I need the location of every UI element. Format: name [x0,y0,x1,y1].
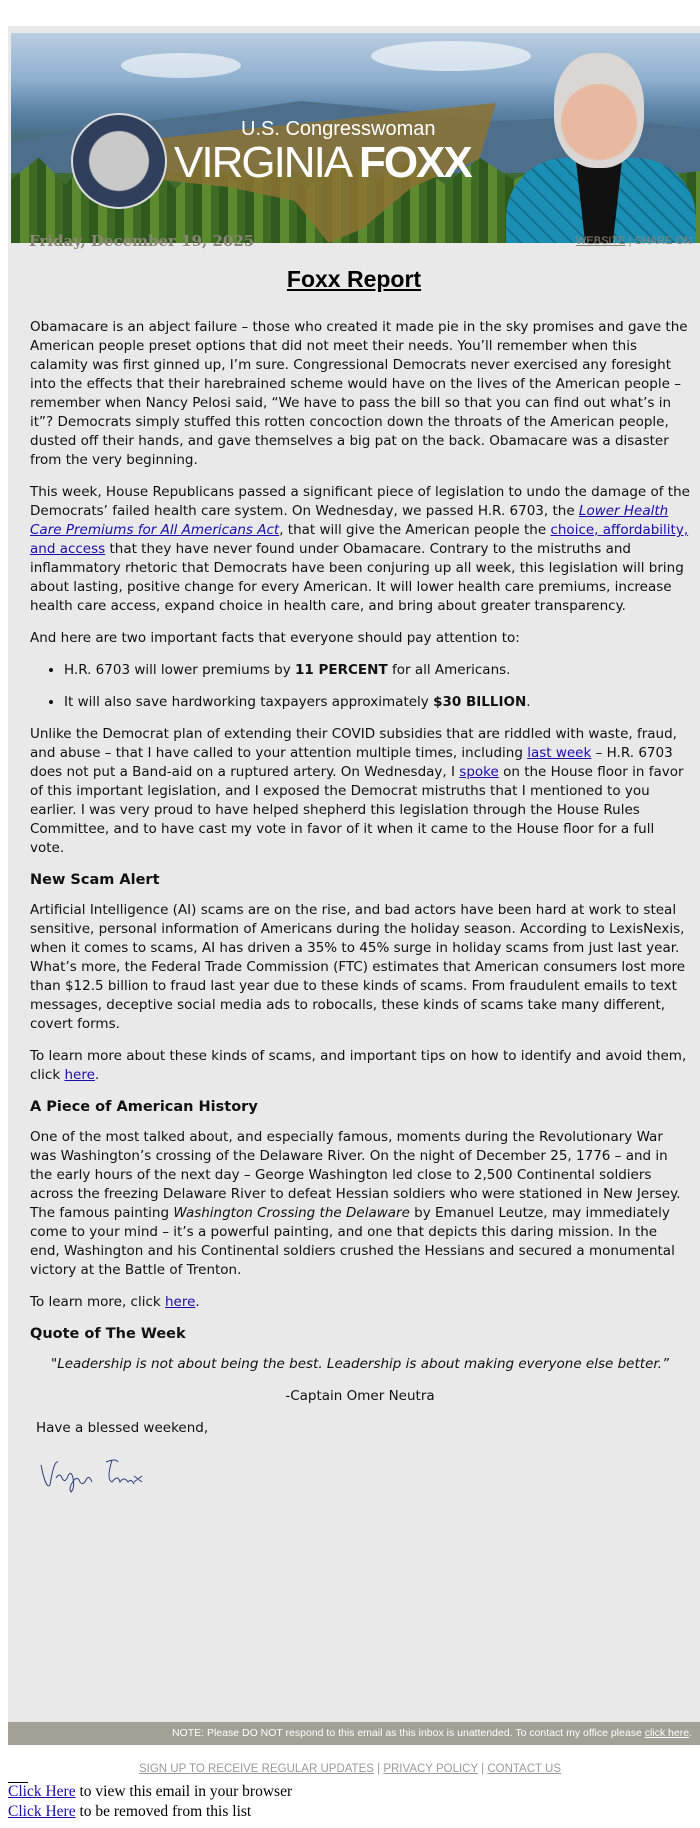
banner-last-name: FOXX [358,138,471,187]
intro-paragraph: Obamacare is an abject failure – those who created it made pie in the sky promises and gave the American people preset options that did not meet their needs. You’ll remember when this calamity was first ginned up, I’m sure. Congressional Democrats never exercised any foresight into the effects that their harebrained scheme would have on the lives of the American people – remember when Nancy Pelosi said, “We have to pass the bill so that you can find out what’s in it”? Democrats simply stuffed this rotten concoction down the throats of the American people, dusted off their hands, and gave themselves a big pat on the back. Obamacare was a disaster from the very beginning. [30,319,688,468]
text: NOTE: Please DO NOT respond to this email as this inbox is unattended. To contact my office please [171,1727,645,1739]
text: H.R. 6703 will lower premiums by [64,662,296,678]
bold-text: $30 BILLION [433,694,527,710]
email-container [8,26,700,1722]
separator: | [477,1763,488,1775]
history-here-link[interactable]: here [165,1294,196,1310]
spoke-link[interactable]: spoke [459,764,499,780]
painting-title: Washington Crossing the Delaware [173,1205,410,1221]
quote-attribution: -Captain Omer Neutra [285,1388,435,1404]
scam-learn-more [30,1047,690,1085]
history-paragraph [30,1128,690,1280]
text: . [195,1294,200,1310]
unsubscribe-link[interactable]: Click Here [8,1803,76,1820]
view-in-browser-line [8,1783,292,1801]
legislation-paragraph [30,483,690,616]
separator: | [373,1763,384,1775]
separator: | [628,235,632,247]
text: , that will give the American people the [279,522,551,538]
closing-text: Have a blessed weekend, [36,1420,209,1436]
history-learn-more [30,1293,690,1312]
top-links [576,235,692,247]
privacy-policy-link[interactable]: PRIVACY POLICY [383,1763,478,1775]
choice-link[interactable]: choice, affordability, and access [30,522,689,557]
signature-image [36,1450,166,1500]
banner-first-name: VIRGINIA [174,138,349,187]
issue-date: Friday, December 19, 2025 [29,232,255,250]
header-banner [11,33,700,243]
text: One of the most talked about, and especially famous, moments during the Revolutionary War was Washington’s crossing of the Delaware River. On the night of December 25, 1776 – and in the early hours of the next day – George Washington led close to 2,500 Continental soldiers across the freezing Delaware River to defeat Hessian soldiers who were stationed in New Jersey. The famous painting [30,1129,681,1221]
contact-office-link[interactable]: click here [644,1727,690,1739]
bold-text: 11 PERCENT [295,662,388,678]
last-week-link[interactable]: last week [527,745,592,761]
website-link[interactable]: WEBSITE [576,235,626,247]
newsletter-body [30,318,690,1500]
text: To learn more, click [30,1294,165,1310]
text: that they have never found under Obamacare. Contrary to the mistruths and inflammatory rhetoric that Democrats have been conjuring up all week, this legislation will bring about lasting, positive change for every American. It will lower health care premiums, increase health care access, expand choice in health care, and bring about greater transparency. [30,541,684,614]
text: Unlike the Democrat plan of extending their COVID subsidies that are riddled with waste, fraud, and abuse – that I have called to your attention multiple times, including [30,726,677,761]
text: – H.R. 6703 does not put a Band-aid on a ruptured artery. On Wednesday, I [30,745,673,780]
contact-us-link[interactable]: CONTACT US [487,1763,562,1775]
quote-heading: Quote of The Week [30,1326,186,1342]
facts-intro: And here are two important facts that everyone should pay attention to: [30,630,520,646]
text: to be removed from this list [75,1803,252,1820]
share-link[interactable]: SHARE ON [634,235,692,247]
scam-paragraph: Artificial Intelligence (AI) scams are on the rise, and bad actors have been hard at work to steal sensitive, personal information of Americans during the holiday season. According to LexisNexis, when it comes to scams, AI has driven a 35% to 45% surge in holiday scams from just last year. What’s more, the Federal Trade Commission (FTC) estimates that American consumers lost more than $12.5 billion to fraud last year due to these kinds of scams. From fraudulent emails to text messages, deceptive social media ads to robocalls, these kinds of scams take many different, covert forms. [30,902,686,1032]
text: . [526,694,531,710]
signup-link[interactable]: SIGN UP TO RECEIVE REGULAR UPDATES [138,1763,374,1775]
scam-heading: New Scam Alert [30,872,160,888]
view-in-browser-link[interactable]: Click Here [8,1783,76,1800]
text: This week, House Republicans passed a significant piece of legislation to undo the damage of the Democrats’ failed health care system. On Wednesday, we passed H.R. 6703, the [30,484,690,519]
covid-paragraph [30,725,690,858]
text: To learn more about these kinds of scams, and important tips on how to identify and avoid them, click [30,1048,687,1083]
page-title: Foxx Report [286,266,422,292]
text: by Emanuel Leutze, may immediately come to your mind – it’s a powerful painting, and one that depicts this daring mission. In the end, Washington and his Continental soldiers crushed the Hessians and secured a monumental victory at the Battle of Trenton. [30,1205,675,1278]
list-item [64,693,690,712]
facts-list [30,661,690,712]
act-link[interactable]: Lower Health Care Premiums for All Americans Act [30,503,669,538]
quote-text: "Leadership is not about being the best. Leadership is about making everyone else better.” [51,1356,669,1372]
text: . [94,1067,100,1083]
footer-links [0,1763,700,1775]
banner-name [174,138,471,188]
scam-here-link[interactable]: here [64,1067,95,1083]
congresswoman-portrait [506,53,696,243]
text: . [689,1727,692,1739]
text: for all Americans. [387,662,511,678]
text: to view this email in your browser [75,1783,293,1800]
text: It will also save hardworking taxpayers approximately [64,694,434,710]
history-heading: A Piece of American History [30,1099,258,1115]
unsubscribe-line [8,1803,251,1821]
do-not-reply-notice [8,1722,700,1745]
text: on the House floor in favor of this important legislation, and I exposed the Democrat mistruths that I mentioned to you earlier. I was very proud to have helped shepherd this legislation through the House Rules Committee, and to have cast my vote in favor of it when it came to the House floor for a full vote. [30,764,684,856]
list-item [64,661,690,680]
nc-state-seal-icon [71,113,167,209]
banner-subtitle: U.S. Congresswoman [241,118,436,140]
